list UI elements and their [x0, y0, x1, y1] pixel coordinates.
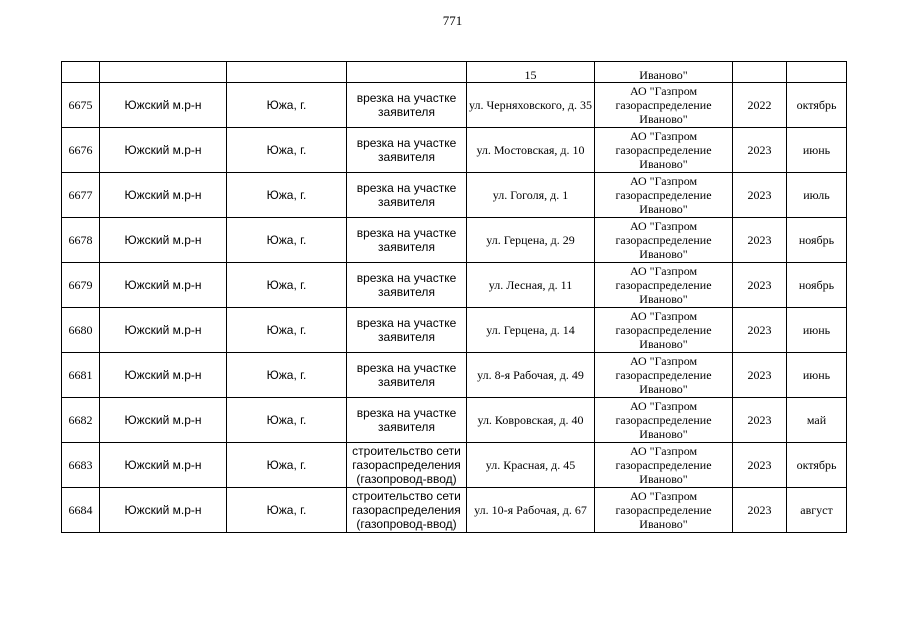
- number-cell: 6684: [62, 488, 100, 533]
- address-cell: ул. 8-я Рабочая, д. 49: [467, 353, 595, 398]
- address-cell: ул. Черняховского, д. 35: [467, 83, 595, 128]
- city-cell: Южа, г.: [227, 353, 347, 398]
- month-cell: май: [787, 398, 847, 443]
- table-row: [62, 443, 847, 488]
- work-type-cell: врезка на участке заявителя: [347, 353, 467, 398]
- city-cell: Южа, г.: [227, 398, 347, 443]
- year-cell: 2023: [733, 353, 787, 398]
- city-cell: Южа, г.: [227, 443, 347, 488]
- district-cell: Южский м.р-н: [100, 353, 227, 398]
- org-cell: АО "Газпром газораспределение Иваново": [595, 398, 733, 443]
- org-cell: АО "Газпром газораспределение Иваново": [595, 173, 733, 218]
- org-cell: Иваново": [595, 62, 733, 83]
- table-row: [62, 173, 847, 218]
- address-cell: ул. Гоголя, д. 1: [467, 173, 595, 218]
- year-cell: 2023: [733, 398, 787, 443]
- year-cell: 2023: [733, 218, 787, 263]
- table-row: [62, 218, 847, 263]
- district-cell: Южский м.р-н: [100, 83, 227, 128]
- address-cell: ул. 10-я Рабочая, д. 67: [467, 488, 595, 533]
- org-cell: АО "Газпром газораспределение Иваново": [595, 488, 733, 533]
- work-type-cell: врезка на участке заявителя: [347, 398, 467, 443]
- address-cell: ул. Красная, д. 45: [467, 443, 595, 488]
- table-row: [62, 128, 847, 173]
- district-cell: Южский м.р-н: [100, 398, 227, 443]
- number-cell: 6678: [62, 218, 100, 263]
- table-row: [62, 83, 847, 128]
- org-cell: АО "Газпром газораспределение Иваново": [595, 353, 733, 398]
- year-cell: 2023: [733, 308, 787, 353]
- page-number: 771: [442, 13, 463, 28]
- city-cell: Южа, г.: [227, 218, 347, 263]
- month-cell: июнь: [787, 308, 847, 353]
- district-cell: Южский м.р-н: [100, 263, 227, 308]
- number-cell: 6677: [62, 173, 100, 218]
- table-row: [62, 488, 847, 533]
- org-cell: АО "Газпром газораспределение Иваново": [595, 128, 733, 173]
- org-cell: АО "Газпром газораспределение Иваново": [595, 218, 733, 263]
- district-cell: Южский м.р-н: [100, 308, 227, 353]
- number-cell: 6676: [62, 128, 100, 173]
- district-cell: Южский м.р-н: [100, 173, 227, 218]
- org-cell: АО "Газпром газораспределение Иваново": [595, 308, 733, 353]
- work-type-cell: врезка на участке заявителя: [347, 173, 467, 218]
- number-cell: 6681: [62, 353, 100, 398]
- work-type-cell: врезка на участке заявителя: [347, 263, 467, 308]
- table-row: [62, 398, 847, 443]
- district-cell: Южский м.р-н: [100, 443, 227, 488]
- work-type-cell: врезка на участке заявителя: [347, 218, 467, 263]
- org-cell: АО "Газпром газораспределение Иваново": [595, 83, 733, 128]
- year-cell: 2023: [733, 173, 787, 218]
- city-cell: Южа, г.: [227, 308, 347, 353]
- year-cell: 2023: [733, 263, 787, 308]
- work-type-cell: врезка на участке заявителя: [347, 83, 467, 128]
- city-cell: Южа, г.: [227, 488, 347, 533]
- month-cell: август: [787, 488, 847, 533]
- org-cell: АО "Газпром газораспределение Иваново": [595, 263, 733, 308]
- table-row: [62, 263, 847, 308]
- district-cell: Южский м.р-н: [100, 488, 227, 533]
- work-type-cell: врезка на участке заявителя: [347, 128, 467, 173]
- year-cell: 2022: [733, 83, 787, 128]
- number-cell: 6679: [62, 263, 100, 308]
- year-cell: 2023: [733, 443, 787, 488]
- continuation-row: [62, 62, 847, 83]
- work-type-cell: строительство сети газораспределения (газопровод-ввод): [347, 488, 467, 533]
- year-cell: 2023: [733, 488, 787, 533]
- month-cell: июнь: [787, 353, 847, 398]
- gas-connection-table: [61, 61, 847, 533]
- org-cell: АО "Газпром газораспределение Иваново": [595, 443, 733, 488]
- table-row: [62, 308, 847, 353]
- work-type-cell: врезка на участке заявителя: [347, 308, 467, 353]
- month-cell: октябрь: [787, 443, 847, 488]
- number-cell: 6682: [62, 398, 100, 443]
- address-cell: ул. Герцена, д. 14: [467, 308, 595, 353]
- month-cell: ноябрь: [787, 218, 847, 263]
- year-cell: 2023: [733, 128, 787, 173]
- address-cell: 15: [467, 62, 595, 83]
- number-cell: 6675: [62, 83, 100, 128]
- address-cell: ул. Лесная, д. 11: [467, 263, 595, 308]
- month-cell: июнь: [787, 128, 847, 173]
- number-cell: 6680: [62, 308, 100, 353]
- work-type-cell: строительство сети газораспределения (газопровод-ввод): [347, 443, 467, 488]
- address-cell: ул. Мостовская, д. 10: [467, 128, 595, 173]
- district-cell: Южский м.р-н: [100, 128, 227, 173]
- city-cell: Южа, г.: [227, 128, 347, 173]
- month-cell: октябрь: [787, 83, 847, 128]
- address-cell: ул. Ковровская, д. 40: [467, 398, 595, 443]
- city-cell: Южа, г.: [227, 173, 347, 218]
- address-cell: ул. Герцена, д. 29: [467, 218, 595, 263]
- table-row: [62, 353, 847, 398]
- month-cell: ноябрь: [787, 263, 847, 308]
- district-cell: Южский м.р-н: [100, 218, 227, 263]
- number-cell: 6683: [62, 443, 100, 488]
- city-cell: Южа, г.: [227, 263, 347, 308]
- month-cell: июль: [787, 173, 847, 218]
- city-cell: Южа, г.: [227, 83, 347, 128]
